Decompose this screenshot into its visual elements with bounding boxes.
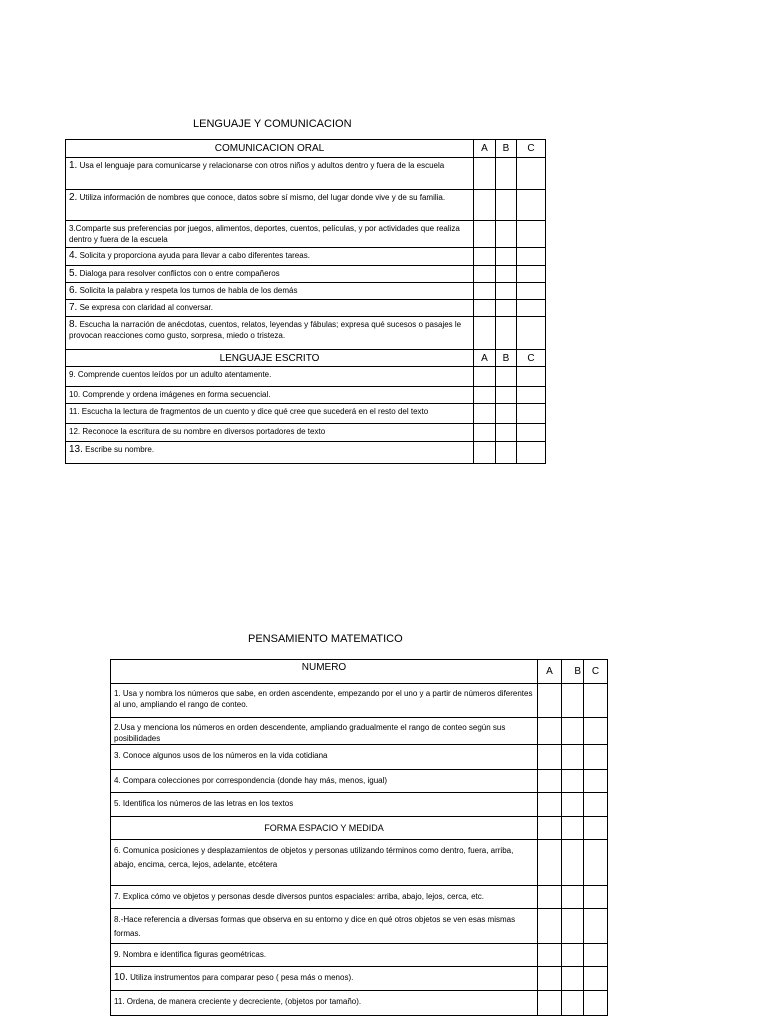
escrito-item-10: 10. Comprende y ordena imágenes en forma secuencial. <box>66 387 474 404</box>
check-a[interactable] <box>474 367 496 387</box>
check-c[interactable] <box>517 190 546 221</box>
check-a[interactable] <box>538 886 562 909</box>
check-b[interactable] <box>496 442 517 464</box>
col-c-header: C <box>517 350 546 367</box>
col-a-header: A <box>474 140 496 158</box>
check-c[interactable] <box>584 770 608 793</box>
check-a[interactable] <box>474 266 496 283</box>
check-b[interactable] <box>496 158 517 190</box>
check-c[interactable] <box>517 424 546 442</box>
forma-item-10: 10. Utiliza instrumentos para comparar peso ( pesa más o menos). <box>111 967 538 991</box>
check-b[interactable] <box>496 424 517 442</box>
check-a[interactable] <box>538 770 562 793</box>
check-c[interactable] <box>584 991 608 1016</box>
check-a[interactable] <box>474 442 496 464</box>
check-b[interactable] <box>562 817 584 840</box>
check-b[interactable] <box>562 909 584 944</box>
check-b[interactable] <box>562 886 584 909</box>
check-c[interactable] <box>517 367 546 387</box>
check-c[interactable] <box>584 944 608 967</box>
oral-item-8: 8. Escucha la narración de anécdotas, cuentos, relatos, leyendas y fábulas; expresa qué sucesos o pasajes le provocan reacciones como gusto, sorpresa, miedo o tristeza. <box>66 317 474 350</box>
check-b[interactable] <box>496 387 517 404</box>
check-c[interactable] <box>584 886 608 909</box>
col-b-header: B <box>496 140 517 158</box>
numero-item-4: 4. Compara colecciones por correspondencia (donde hay más, menos, igual) <box>111 770 538 793</box>
check-c[interactable] <box>517 248 546 266</box>
oral-item-4: 4. Solicita y proporciona ayuda para llevar a cabo diferentes tareas. <box>66 248 474 266</box>
oral-item-7: 7. Se expresa con claridad al conversar. <box>66 300 474 317</box>
oral-header: COMUNICACION ORAL <box>66 140 474 158</box>
check-a[interactable] <box>474 158 496 190</box>
check-a[interactable] <box>474 317 496 350</box>
check-c[interactable] <box>584 793 608 817</box>
forma-item-11: 11. Ordena, de manera creciente y decreciente, (objetos por tamaño). <box>111 991 538 1016</box>
escrito-item-9: 9. Comprende cuentos leídos por un adulto atentamente. <box>66 367 474 387</box>
lenguaje-table <box>65 139 546 464</box>
numero-item-1: 1. Usa y nombra los números que sabe, en orden ascendente, empezando por el uno y a partir de números diferentes al uno, ampliando el rango de conteo. <box>111 684 538 718</box>
forma-item-9: 9. Nombra e identifica figuras geométricas. <box>111 944 538 967</box>
check-a[interactable] <box>538 840 562 886</box>
check-a[interactable] <box>474 404 496 424</box>
pensamiento-table <box>110 659 608 1016</box>
forma-item-7: 7. Explica cómo ve objetos y personas desde diversos puntos espaciales: arriba, abajo, lejos, cerca, etc. <box>111 886 538 909</box>
check-b[interactable] <box>562 718 584 745</box>
check-a[interactable] <box>474 190 496 221</box>
check-a[interactable] <box>538 817 562 840</box>
col-c-header: C <box>517 140 546 158</box>
oral-item-1: 1. Usa el lenguaje para comunicarse y relacionarse con otros niños y adultos dentro y fuera de la escuela <box>66 158 474 190</box>
check-a[interactable] <box>474 387 496 404</box>
check-c[interactable] <box>584 718 608 745</box>
check-b[interactable] <box>496 300 517 317</box>
check-c[interactable] <box>517 266 546 283</box>
check-c[interactable] <box>517 387 546 404</box>
check-b[interactable] <box>562 745 584 770</box>
forma-item-8: 8.-Hace referencia a diversas formas que observa en su entorno y dice en qué otros objetos se ven esas mismas formas. <box>111 909 538 944</box>
check-b[interactable] <box>496 367 517 387</box>
check-a[interactable] <box>474 283 496 300</box>
check-b[interactable] <box>562 770 584 793</box>
check-a[interactable] <box>538 684 562 718</box>
oral-item-2: 2. Utiliza información de nombres que conoce, datos sobre sí mismo, del lugar donde vive y de su familia. <box>66 190 474 221</box>
check-a[interactable] <box>538 967 562 991</box>
check-b[interactable] <box>496 248 517 266</box>
check-b[interactable] <box>496 221 517 248</box>
check-c[interactable] <box>517 442 546 464</box>
check-c[interactable] <box>584 840 608 886</box>
numero-item-5: 5. Identifica los números de las letras en los textos <box>111 793 538 817</box>
col-c-header: C <box>584 660 608 684</box>
check-c[interactable] <box>517 404 546 424</box>
check-a[interactable] <box>538 944 562 967</box>
oral-item-3: 3.Comparte sus preferencias por juegos, alimentos, deportes, cuentos, películas, y por actividades que realiza dentro y fuera de la escuela <box>66 221 474 248</box>
check-c[interactable] <box>584 909 608 944</box>
check-c[interactable] <box>517 317 546 350</box>
check-b[interactable] <box>562 840 584 886</box>
col-a-header: A <box>474 350 496 367</box>
numero-header: NUMERO <box>111 660 538 684</box>
escrito-item-13: 13. Escribe su nombre. <box>66 442 474 464</box>
check-b[interactable] <box>496 317 517 350</box>
check-a[interactable] <box>538 909 562 944</box>
check-b[interactable] <box>562 944 584 967</box>
check-a[interactable] <box>538 718 562 745</box>
section-title-pensamiento: PENSAMIENTO MATEMATICO <box>248 633 403 645</box>
check-b[interactable] <box>496 404 517 424</box>
check-a[interactable] <box>538 793 562 817</box>
check-b[interactable] <box>496 190 517 221</box>
check-c[interactable] <box>584 684 608 718</box>
col-b-header: B <box>496 350 517 367</box>
check-a[interactable] <box>474 248 496 266</box>
check-a[interactable] <box>474 221 496 248</box>
numero-item-3: 3. Conoce algunos usos de los números en la vida cotidiana <box>111 745 538 770</box>
check-b[interactable] <box>562 684 584 718</box>
check-c[interactable] <box>517 300 546 317</box>
escrito-item-11: 11. Escucha la lectura de fragmentos de un cuento y dice qué cree que sucederá en el resto del texto <box>66 404 474 424</box>
check-b[interactable] <box>562 793 584 817</box>
escrito-item-12: 12. Reconoce la escritura de su nombre en diversos portadores de texto <box>66 424 474 442</box>
forma-header: FORMA ESPACIO Y MEDIDA <box>111 817 538 840</box>
numero-item-2: 2.Usa y menciona los números en orden descendente, ampliando gradualmente el rango de conteo según sus posibilidades <box>111 718 538 745</box>
forma-item-6: 6. Comunica posiciones y desplazamientos de objetos y personas utilizando términos como dentro, fuera, arriba, abajo, encima, cerca, lejos, adelante, etcétera <box>111 840 538 886</box>
check-c[interactable] <box>584 817 608 840</box>
col-a-header: A <box>538 660 562 684</box>
col-b-header: B <box>562 660 584 684</box>
check-a[interactable] <box>474 424 496 442</box>
check-a[interactable] <box>474 300 496 317</box>
check-b[interactable] <box>562 967 584 991</box>
check-a[interactable] <box>538 745 562 770</box>
oral-item-5: 5. Dialoga para resolver conflictos con o entre compañeros <box>66 266 474 283</box>
escrito-header: LENGUAJE ESCRITO <box>66 350 474 367</box>
check-b[interactable] <box>496 283 517 300</box>
section-title-lenguaje: LENGUAJE Y COMUNICACION <box>193 118 352 130</box>
oral-item-6: 6. Solicita la palabra y respeta los turnos de habla de los demás <box>66 283 474 300</box>
check-c[interactable] <box>517 158 546 190</box>
check-c[interactable] <box>584 967 608 991</box>
check-a[interactable] <box>538 991 562 1016</box>
check-c[interactable] <box>517 283 546 300</box>
check-c[interactable] <box>517 221 546 248</box>
check-c[interactable] <box>584 745 608 770</box>
check-b[interactable] <box>562 991 584 1016</box>
check-b[interactable] <box>496 266 517 283</box>
